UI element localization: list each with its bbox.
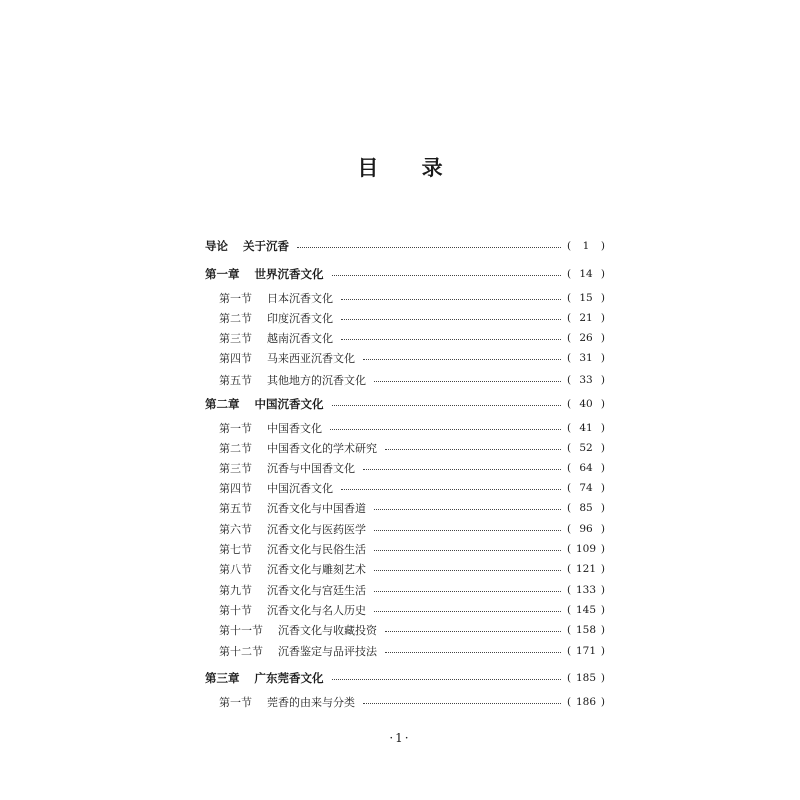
toc-page-number bbox=[567, 543, 605, 555]
open-paren: ( bbox=[567, 696, 572, 708]
toc-entry-number: 第四节 bbox=[219, 352, 252, 365]
toc-entry-number: 第十节 bbox=[219, 604, 252, 617]
toc-leader-dots bbox=[341, 318, 561, 320]
toc-entry-number: 第三节 bbox=[219, 462, 252, 475]
page-value: 64 bbox=[579, 462, 593, 474]
open-paren: ( bbox=[567, 398, 572, 410]
toc-entry-title: 印度沉香文化 bbox=[267, 312, 333, 325]
page-title: 目 录 bbox=[357, 156, 461, 180]
open-paren: ( bbox=[567, 523, 572, 535]
toc-section-entry bbox=[219, 371, 605, 389]
page-value: 31 bbox=[579, 352, 593, 364]
open-paren: ( bbox=[567, 292, 572, 304]
toc-entry-number: 第三节 bbox=[219, 332, 252, 345]
page-value: 145 bbox=[575, 604, 597, 616]
toc-entry-title: 沉香鉴定与品评技法 bbox=[278, 645, 377, 658]
toc-entry-number: 第一节 bbox=[219, 292, 252, 305]
toc-page-number bbox=[567, 332, 605, 344]
toc-leader-dots bbox=[374, 549, 561, 551]
toc-entry-title: 广东莞香文化 bbox=[254, 671, 324, 685]
toc-entry-number: 第十一节 bbox=[219, 624, 263, 637]
toc-chapter-entry bbox=[205, 237, 605, 255]
open-paren: ( bbox=[567, 312, 572, 324]
toc-entry-title: 沉香文化与宫廷生活 bbox=[267, 584, 366, 597]
close-paren: ) bbox=[600, 624, 605, 636]
toc-entry-title: 其他地方的沉香文化 bbox=[267, 374, 366, 387]
toc-page-number bbox=[567, 462, 605, 474]
toc-entry-number: 第二节 bbox=[219, 312, 252, 325]
toc-leader-dots bbox=[374, 569, 561, 571]
toc-entry-number: 第四节 bbox=[219, 482, 252, 495]
open-paren: ( bbox=[567, 352, 572, 364]
toc-entry-title: 世界沉香文化 bbox=[254, 267, 324, 281]
page-value: 33 bbox=[579, 374, 593, 386]
toc-entry-number: 第三章 bbox=[205, 671, 240, 685]
toc-page-number bbox=[567, 523, 605, 535]
page-value: 109 bbox=[575, 543, 597, 555]
toc-leader-dots bbox=[363, 702, 561, 704]
toc-entry-title: 中国沉香文化 bbox=[254, 397, 324, 411]
toc-section-entry bbox=[219, 309, 605, 327]
toc-leader-dots bbox=[341, 338, 561, 340]
close-paren: ) bbox=[600, 672, 605, 684]
toc-entry-number: 第一章 bbox=[205, 267, 240, 281]
toc-leader-dots bbox=[332, 678, 562, 680]
toc-leader-dots bbox=[385, 651, 561, 653]
page-value: 74 bbox=[579, 482, 593, 494]
toc-entry-number: 第一节 bbox=[219, 696, 252, 709]
toc-section-entry bbox=[219, 621, 605, 639]
toc-section-entry bbox=[219, 540, 605, 558]
toc-page-number bbox=[567, 604, 605, 616]
close-paren: ) bbox=[600, 374, 605, 386]
page-value: 185 bbox=[575, 672, 597, 684]
open-paren: ( bbox=[567, 442, 572, 454]
toc-entry-title: 沉香与中国香文化 bbox=[267, 462, 355, 475]
toc-section-entry bbox=[219, 459, 605, 477]
toc-entry-number: 第五节 bbox=[219, 374, 252, 387]
page-value: 21 bbox=[579, 312, 593, 324]
toc-page-number bbox=[567, 696, 605, 708]
toc-section-entry bbox=[219, 693, 605, 711]
close-paren: ) bbox=[600, 523, 605, 535]
toc-page-number bbox=[567, 398, 605, 410]
page-value: 171 bbox=[575, 645, 597, 657]
toc-entry-number: 第二节 bbox=[219, 442, 252, 455]
toc-page-number bbox=[567, 563, 605, 575]
toc-leader-dots bbox=[341, 488, 561, 490]
toc-leader-dots bbox=[330, 428, 561, 430]
toc-page-number bbox=[567, 268, 605, 280]
toc-section-entry bbox=[219, 349, 605, 367]
page-value: 15 bbox=[579, 292, 593, 304]
toc-section-entry bbox=[219, 560, 605, 578]
open-paren: ( bbox=[567, 563, 572, 575]
page-value: 14 bbox=[579, 268, 593, 280]
page-value: 52 bbox=[579, 442, 593, 454]
toc-entry-title: 沉香文化与中国香道 bbox=[267, 502, 366, 515]
toc-page-number bbox=[567, 312, 605, 324]
open-paren: ( bbox=[567, 543, 572, 555]
toc-leader-dots bbox=[385, 630, 561, 632]
page-value: 158 bbox=[575, 624, 597, 636]
toc-entry-title: 马来西亚沉香文化 bbox=[267, 352, 355, 365]
toc-entry-number: 第十二节 bbox=[219, 645, 263, 658]
toc-section-entry bbox=[219, 419, 605, 437]
toc-entry-title: 中国香文化 bbox=[267, 422, 322, 435]
close-paren: ) bbox=[600, 462, 605, 474]
toc-entry-number: 第五节 bbox=[219, 502, 252, 515]
toc-entry-title: 中国沉香文化 bbox=[267, 482, 333, 495]
close-paren: ) bbox=[600, 645, 605, 657]
toc-page-number bbox=[567, 292, 605, 304]
toc-entry-title: 越南沉香文化 bbox=[267, 332, 333, 345]
toc-page-number bbox=[567, 374, 605, 386]
toc-page-number bbox=[567, 482, 605, 494]
toc-entry-number: 导论 bbox=[205, 239, 228, 253]
page-number: ·1· bbox=[389, 731, 411, 745]
open-paren: ( bbox=[567, 332, 572, 344]
toc-page-number bbox=[567, 422, 605, 434]
open-paren: ( bbox=[567, 268, 572, 280]
toc-entry-number: 第七节 bbox=[219, 543, 252, 556]
toc-leader-dots bbox=[332, 404, 562, 406]
toc-leader-dots bbox=[385, 448, 561, 450]
close-paren: ) bbox=[600, 482, 605, 494]
toc-page-number bbox=[567, 240, 605, 252]
toc-section-entry bbox=[219, 439, 605, 457]
close-paren: ) bbox=[600, 543, 605, 555]
toc-entry-title: 沉香文化与名人历史 bbox=[267, 604, 366, 617]
toc-leader-dots bbox=[363, 468, 561, 470]
toc-entry-title: 关于沉香 bbox=[243, 239, 289, 253]
toc-entry-title: 沉香文化与民俗生活 bbox=[267, 543, 366, 556]
close-paren: ) bbox=[600, 268, 605, 280]
close-paren: ) bbox=[600, 352, 605, 364]
toc-page-number bbox=[567, 442, 605, 454]
toc-section-entry bbox=[219, 520, 605, 538]
toc-section-entry bbox=[219, 601, 605, 619]
open-paren: ( bbox=[567, 462, 572, 474]
toc-entry-number: 第六节 bbox=[219, 523, 252, 536]
toc-entry-number: 第一节 bbox=[219, 422, 252, 435]
toc-entry-title: 莞香的由来与分类 bbox=[267, 696, 355, 709]
toc-section-entry bbox=[219, 642, 605, 660]
toc-entry-title: 沉香文化与医药医学 bbox=[267, 523, 366, 536]
toc-leader-dots bbox=[341, 298, 561, 300]
toc-entry-title: 中国香文化的学术研究 bbox=[267, 442, 377, 455]
page-value: 85 bbox=[579, 502, 593, 514]
toc-page-number bbox=[567, 584, 605, 596]
open-paren: ( bbox=[567, 482, 572, 494]
toc-entry-title: 沉香文化与收藏投资 bbox=[278, 624, 377, 637]
toc-section-entry bbox=[219, 329, 605, 347]
toc-section-entry bbox=[219, 289, 605, 307]
close-paren: ) bbox=[600, 696, 605, 708]
close-paren: ) bbox=[600, 332, 605, 344]
toc-page-number bbox=[567, 645, 605, 657]
toc-chapter-entry bbox=[205, 669, 605, 687]
toc-page-number bbox=[567, 502, 605, 514]
open-paren: ( bbox=[567, 502, 572, 514]
toc-section-entry bbox=[219, 479, 605, 497]
toc-leader-dots bbox=[374, 529, 561, 531]
toc-entry-number: 第九节 bbox=[219, 584, 252, 597]
toc-page-number bbox=[567, 624, 605, 636]
close-paren: ) bbox=[600, 604, 605, 616]
page-value: 41 bbox=[579, 422, 593, 434]
toc-leader-dots bbox=[374, 508, 561, 510]
close-paren: ) bbox=[600, 502, 605, 514]
toc-entry-title: 沉香文化与雕刻艺术 bbox=[267, 563, 366, 576]
close-paren: ) bbox=[600, 584, 605, 596]
open-paren: ( bbox=[567, 584, 572, 596]
toc-leader-dots bbox=[332, 274, 562, 276]
open-paren: ( bbox=[567, 624, 572, 636]
toc-leader-dots bbox=[374, 610, 561, 612]
page-value: 133 bbox=[575, 584, 597, 596]
close-paren: ) bbox=[600, 240, 605, 252]
toc-section-entry bbox=[219, 499, 605, 517]
close-paren: ) bbox=[600, 563, 605, 575]
open-paren: ( bbox=[567, 374, 572, 386]
toc-leader-dots bbox=[374, 590, 561, 592]
open-paren: ( bbox=[567, 422, 572, 434]
close-paren: ) bbox=[600, 422, 605, 434]
page-value: 121 bbox=[575, 563, 597, 575]
toc-page-number bbox=[567, 672, 605, 684]
toc-chapter-entry bbox=[205, 395, 605, 413]
open-paren: ( bbox=[567, 604, 572, 616]
page-value: 1 bbox=[582, 240, 590, 252]
toc-page-number bbox=[567, 352, 605, 364]
toc-leader-dots bbox=[363, 358, 561, 360]
close-paren: ) bbox=[600, 442, 605, 454]
toc-section-entry bbox=[219, 581, 605, 599]
close-paren: ) bbox=[600, 398, 605, 410]
open-paren: ( bbox=[567, 645, 572, 657]
toc-entry-number: 第二章 bbox=[205, 397, 240, 411]
toc-entry-number: 第八节 bbox=[219, 563, 252, 576]
toc-chapter-entry bbox=[205, 265, 605, 283]
toc-leader-dots bbox=[374, 380, 561, 382]
open-paren: ( bbox=[567, 672, 572, 684]
close-paren: ) bbox=[600, 292, 605, 304]
close-paren: ) bbox=[600, 312, 605, 324]
page-value: 40 bbox=[579, 398, 593, 410]
open-paren: ( bbox=[567, 240, 572, 252]
toc-entry-title: 日本沉香文化 bbox=[267, 292, 333, 305]
page-value: 26 bbox=[579, 332, 593, 344]
page-value: 96 bbox=[579, 523, 593, 535]
toc-leader-dots bbox=[297, 246, 561, 248]
page-value: 186 bbox=[575, 696, 597, 708]
